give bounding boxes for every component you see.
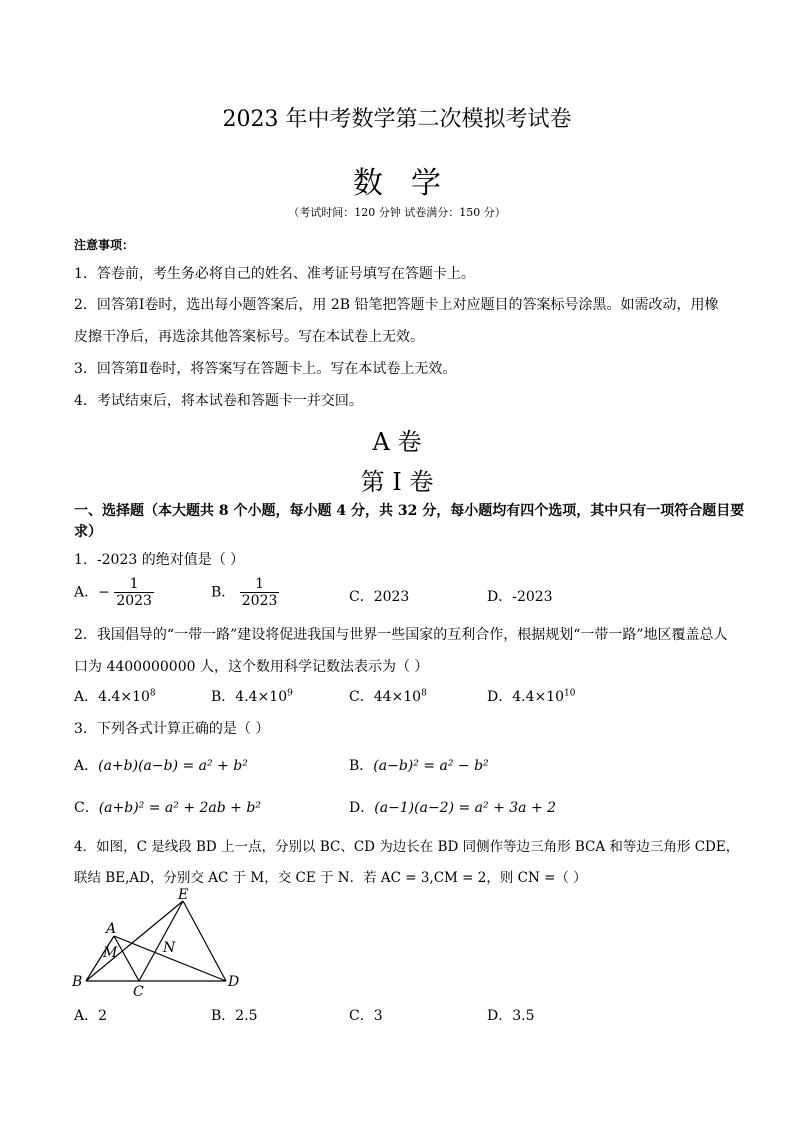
label-c: C	[133, 984, 144, 996]
notice-item-2-cont: 皮擦干净后，再选涂其他答案标号。写在本试卷上无效。	[74, 329, 424, 345]
label-n: N	[163, 940, 176, 956]
label-e: E	[178, 887, 189, 903]
q4-option-d: D．3.5	[487, 1008, 535, 1024]
q4-option-a: A．2	[74, 1008, 108, 1024]
q2-option-b: B．$4.4\times 10^9$	[211, 688, 293, 705]
notice-item-2: 2．回答第Ⅰ卷时，选出每小题答案后，用 2B 铅笔把答题卡上对应题目的答案标号涂黑。如需改动，用橡	[74, 297, 719, 313]
instruction-line-2: 求）	[74, 524, 102, 540]
q2-option-d: D．$4.4\times 10^{10}$	[487, 688, 576, 705]
q3-option-b: B．(a−b)² = a² − b²	[349, 758, 489, 774]
label-b: B	[72, 974, 83, 990]
label-d: D	[228, 974, 240, 990]
segment-ce	[139, 901, 183, 981]
q1-option-d: D．-2023	[487, 589, 553, 605]
q4-line-2: 联结 BE,AD，分别交 AC 于 M，交 CE 于 N．若 AC = 3,CM = 2，则 CN =（ ）	[74, 870, 587, 886]
q4-option-b: B．2.5	[211, 1008, 258, 1024]
q1-stem: 1．-2023 的绝对值是（ ）	[74, 552, 245, 568]
q2-option-c: C．$44\times 10^8$	[349, 688, 427, 705]
q2-line-1: 2．我国倡导的“一带一路”建设将促进我国与世界一些国家的互利合作，根据规划“一带一路”地区覆盖总人	[74, 627, 728, 643]
notice-item-3: 3．回答第Ⅱ卷时，将答案写在答题卡上。写在本试卷上无效。	[74, 361, 457, 377]
notice-item-4: 4．考试结束后，将本试卷和答题卡一并交回。	[74, 393, 363, 409]
q4-figure	[66, 886, 256, 996]
exam-meta: （考试时间：120 分钟 试卷满分：150 分）	[288, 206, 506, 219]
exam-title: 2023 年中考数学第二次模拟考试卷	[222, 107, 572, 132]
q3-option-d: D．(a−1)(a−2) = a² + 3a + 2	[349, 800, 557, 816]
instruction-line-1: 一、选择题（本大题共 8 个小题，每小题 4 分，共 32 分，每小题均有四个选项，其中只有一项符合题目要	[74, 503, 745, 519]
volume-heading: 第 I 卷	[360, 468, 434, 496]
notice-item-1: 1．答卷前，考生务必将自己的姓名、准考证号填写在答题卡上。	[74, 266, 475, 282]
q3-option-c: C．(a+b)² = a² + 2ab + b²	[74, 800, 261, 816]
q1-option-b: B． $\frac{1}{2023}$	[211, 576, 278, 609]
q2-line-2: 口为 4400000000 人，这个数用科学记数法表示为（ ）	[74, 659, 429, 675]
segment-ed	[183, 901, 226, 981]
notice-heading: 注意事项：	[74, 238, 135, 252]
q1-option-c: C．2023	[349, 589, 410, 605]
q3-option-a: A．(a+b)(a−b) = a² + b²	[74, 758, 248, 774]
q4-line-1: 4．如图，C 是线段 BD 上一点，分别以 BC、CD 为边长在 BD 同侧作等边三角形 BCA 和等边三角形 CDE，	[74, 839, 740, 855]
label-m: M	[103, 945, 118, 961]
q2-option-a: A．$4.4\times 10^8$	[74, 688, 156, 705]
part-heading: A 卷	[372, 428, 422, 456]
q4-option-c: C．3	[349, 1008, 383, 1024]
label-a: A	[106, 921, 117, 937]
subject-title: 数学	[353, 166, 469, 201]
q1-option-a: A．− $\frac{1}{2023}$	[74, 576, 152, 609]
q3-stem: 3．下列各式计算正确的是（ ）	[74, 721, 270, 737]
segment-ac	[114, 936, 139, 981]
